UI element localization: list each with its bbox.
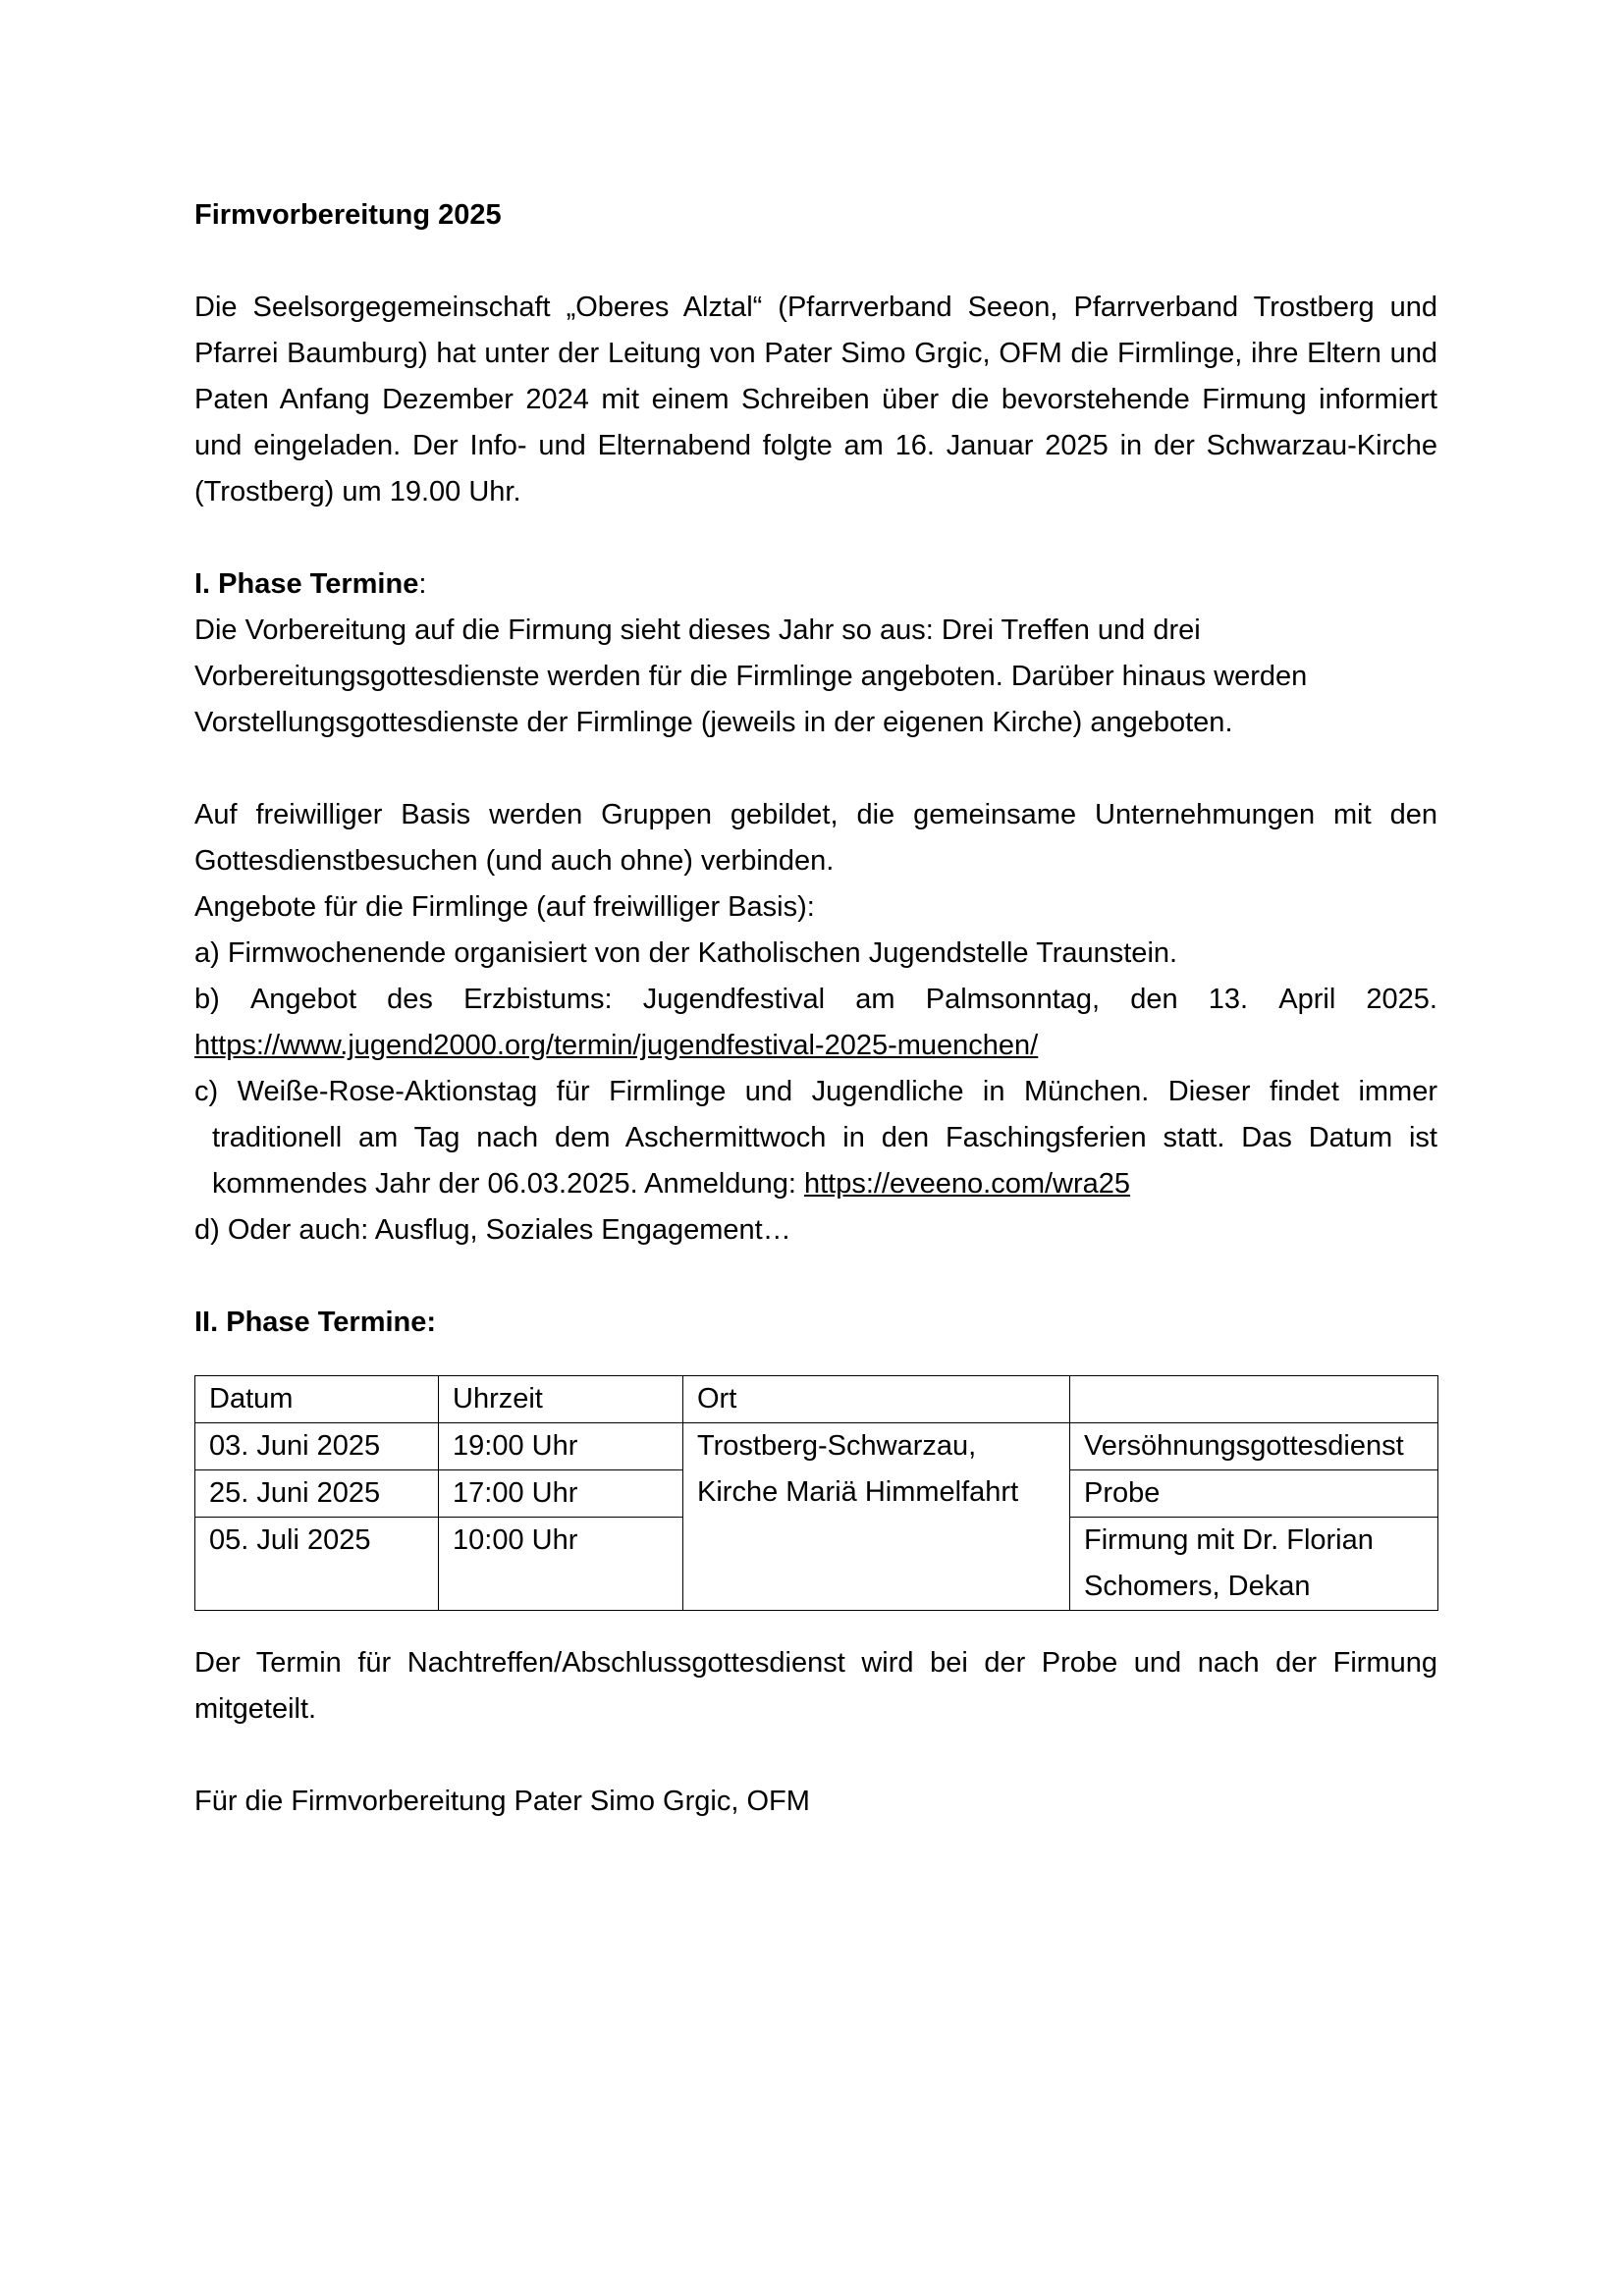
document-title: Firmvorbereitung 2025	[194, 199, 502, 231]
table-cell-datum: 03. Juni 2025	[195, 1423, 439, 1470]
document-page	[194, 192, 1437, 1825]
table-cell-anlass: Firmung mit Dr. Florian Schomers, Dekan	[1070, 1518, 1438, 1611]
table-header-cell: Uhrzeit	[439, 1376, 683, 1423]
phase1-paragraph: Die Vorbereitung auf die Firmung sieht dieses Jahr so aus: Drei Treffen und drei Vorbereitungsgottesdienste werden für die Firmlinge angeboten. Darüber hinaus werden Vorstellungsgottesdienste der Firmlinge (jeweils in der eigenen Kirche) angeboten.	[194, 614, 1308, 738]
jugendfestival-link[interactable]: https://www.jugend2000.org/termin/jugendfestival-2025-muenchen/	[194, 1030, 1039, 1061]
table-row	[195, 1423, 1438, 1470]
table-header-cell	[1070, 1376, 1438, 1423]
eveeno-link[interactable]: https://eveeno.com/wra25	[803, 1168, 1131, 1200]
table-header-cell: Datum	[195, 1376, 439, 1423]
offer-b-word: den	[1130, 984, 1178, 1015]
offer-b-word: Erzbistums:	[463, 984, 613, 1015]
offer-b-word: Jugendfestival	[642, 984, 826, 1015]
closing-paragraph: Der Termin für Nachtreffen/Abschlussgottesdienst wird bei der Probe und nach der Firmung mitgeteilt.	[194, 1647, 1437, 1725]
offer-item-b-text	[194, 977, 1437, 1023]
offer-b-word: 2025.	[1366, 984, 1437, 1015]
phase2-heading: II. Phase Termine:	[194, 1307, 437, 1338]
ort-line-2: Kirche Mariä Himmelfahrt	[697, 1476, 1019, 1508]
offer-item-c	[194, 1069, 1437, 1207]
offer-item-b	[194, 977, 1437, 1069]
ort-line-1: Trostberg-Schwarzau,	[697, 1430, 977, 1462]
table-cell-uhrzeit: 10:00 Uhr	[439, 1518, 683, 1611]
offer-item-d: d) Oder auch: Ausflug, Soziales Engagement…	[194, 1214, 791, 1246]
groups-paragraph: Auf freiwilliger Basis werden Gruppen gebildet, die gemeinsame Unternehmungen mit den Gottesdienstbesuchen (und auch ohne) verbinden.	[194, 799, 1437, 877]
table-cell-anlass: Versöhnungsgottesdienst	[1070, 1423, 1438, 1470]
offer-b-word: am	[855, 984, 895, 1015]
table-cell-uhrzeit: 17:00 Uhr	[439, 1470, 683, 1518]
table-cell-datum: 05. Juli 2025	[195, 1518, 439, 1611]
offer-item-a: a) Firmwochenende organisiert von der Katholischen Jugendstelle Traunstein.	[194, 937, 1178, 969]
phase1-heading: I. Phase Termine	[194, 568, 419, 600]
offer-b-word: Palmsonntag,	[925, 984, 1101, 1015]
table-header-cell: Ort	[683, 1376, 1070, 1423]
offers-heading: Angebote für die Firmlinge (auf freiwilliger Basis):	[194, 891, 815, 923]
offer-b-word: 13.	[1208, 984, 1249, 1015]
offer-b-word: b)	[194, 984, 220, 1015]
offer-b-word: des	[387, 984, 433, 1015]
phase1-heading-colon: :	[418, 568, 427, 600]
offer-item-c-text: c) Weiße-Rose-Aktionstag für Firmlinge und Jugendliche in München. Dieser findet immer traditionell am Tag nach dem Aschermittwoch in den Faschingsferien statt. Das Datum ist kommendes Jahr der 06.03.2025. Anmeldung:	[194, 1076, 1437, 1200]
phase1-heading-line	[194, 561, 1437, 608]
signature: Für die Firmvorbereitung Pater Simo Grgic, OFM	[194, 1786, 810, 1817]
intro-paragraph: Die Seelsorgegemeinschaft „Oberes Alztal“ (Pfarrverband Seeon, Pfarrverband Trostberg und Pfarrei Baumburg) hat unter der Leitung von Pater Simo Grgic, OFM die Firmlinge, ihre Eltern und Paten Anfang Dezember 2024 mit einem Schreiben über die bevorstehende Firmung informiert und eingeladen. Der Info- und Elternabend folgte am 16. Januar 2025 in der Schwarzau-Kirche (Trostberg) um 19.00 Uhr.	[194, 292, 1437, 507]
schedule-table	[194, 1375, 1438, 1611]
table-cell-uhrzeit: 19:00 Uhr	[439, 1423, 683, 1470]
offer-b-word: April	[1278, 984, 1336, 1015]
table-header-row	[195, 1376, 1438, 1423]
table-cell-anlass: Probe	[1070, 1470, 1438, 1518]
offer-b-word: Angebot	[249, 984, 356, 1015]
table-cell-ort	[683, 1423, 1070, 1611]
table-cell-datum: 25. Juni 2025	[195, 1470, 439, 1518]
